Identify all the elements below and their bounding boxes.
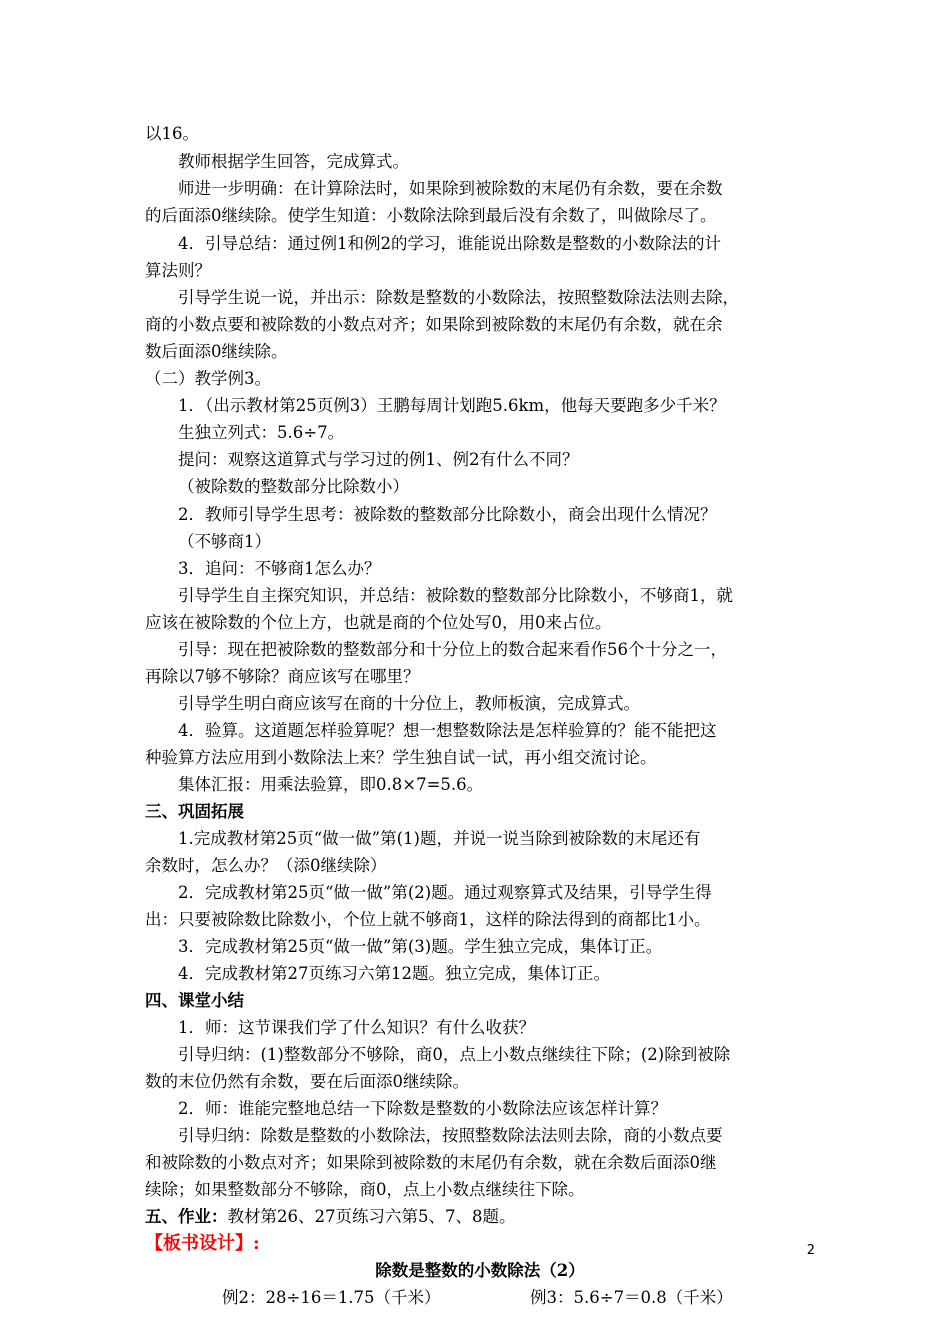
text-line: 出：只要被除数比除数小，个位上就不够商1，这样的除法得到的商都比1小。 xyxy=(145,910,711,929)
text-line: 教师根据学生回答，完成算式。 xyxy=(178,152,409,171)
text-line: 生独立列式：5.6÷7。 xyxy=(178,423,345,442)
text-line: 提问：观察这道算式与学习过的例1、例2有什么不同？ xyxy=(178,450,579,469)
text-line: 引导：现在把被除数的整数部分和十分位上的数合起来看作56个十分之一， xyxy=(178,640,727,659)
text-line: 师进一步明确：在计算除法时，如果除到被除数的末尾仍有余数，要在余数 xyxy=(178,179,723,198)
text-line: 4．验算。这道题怎样验算呢？想一想整数除法是怎样验算的？能不能把这 xyxy=(178,721,717,740)
text-line: 3．追问：不够商1怎么办？ xyxy=(178,559,381,578)
text-line: 1．师：这节课我们学了什么知识？有什么收获？ xyxy=(178,1018,535,1037)
text-line: 应该在被除数的个位上方，也就是商的个位处写0，用0来占位。 xyxy=(145,613,612,632)
text-line: 2．师：谁能完整地总结一下除数是整数的小数除法应该怎样计算？ xyxy=(178,1099,667,1118)
homework-label: 五、作业： xyxy=(145,1207,228,1226)
text-line: 1．（出示教材第25页例3）王鹏每周计划跑5.6km，他每天要跑多少千米？ xyxy=(178,396,726,415)
text-line: 商的小数点要和被除数的小数点对齐；如果除到被除数的末尾仍有余数，就在余 xyxy=(145,315,723,334)
text-line: 引导学生自主探究知识，并总结：被除数的整数部分比除数小，不够商1，就 xyxy=(178,586,733,605)
text-line: 引导学生明白商应该写在商的十分位上，教师板演，完成算式。 xyxy=(178,694,640,713)
board-design-heading: 【板书设计】: xyxy=(145,1233,260,1254)
text-line: 数后面添0继续除。 xyxy=(145,342,288,361)
homework-text: 教材第26、27页练习六第5、7、8题。 xyxy=(227,1207,516,1226)
text-line: 续除；如果整数部分不够除，商0，点上小数点继续往下除。 xyxy=(145,1180,585,1199)
text-line: 2．教师引导学生思考：被除数的整数部分比除数小，商会出现什么情况？ xyxy=(178,505,717,524)
text-line: 1.完成教材第25页“做一做”第(1)题，并说一说当除到被除数的末尾还有 xyxy=(178,829,701,848)
section-heading: （二）教学例3。 xyxy=(145,369,271,388)
text-line: 以16。 xyxy=(145,124,199,143)
example-3-equation: 例3：5.6÷7＝0.8（千米） xyxy=(530,1288,733,1307)
text-line: 3．完成教材第25页“做一做”第(3)题。学生独立完成，集体订正。 xyxy=(178,937,663,956)
section-heading: 三、巩固拓展 xyxy=(145,802,244,821)
text-line: 再除以7够不够除？商应该写在哪里？ xyxy=(145,667,420,686)
text-line: 种验算方法应用到小数除法上来？学生独自试一试，再小组交流讨论。 xyxy=(145,748,657,767)
text-line: 的后面添0继续除。使学生知道：小数除法除到最后没有余数了，叫做除尽了。 xyxy=(145,206,717,225)
text-line: 和被除数的小数点对齐；如果除到被除数的末尾仍有余数，就在余数后面添0继 xyxy=(145,1153,717,1172)
page-number: 2 xyxy=(806,1243,815,1258)
homework-line xyxy=(145,1203,815,1231)
text-line: 引导归纳：(1)整数部分不够除，商0，点上小数点继续往下除；(2)除到被除 xyxy=(178,1045,731,1064)
text-line: 4．引导总结：通过例1和例2的学习，谁能说出除数是整数的小数除法的计 xyxy=(178,234,721,253)
text-line: 引导学生说一说，并出示：除数是整数的小数除法，按照整数除法法则去除， xyxy=(178,288,739,307)
text-line: 2．完成教材第25页“做一做”第(2)题。通过观察算式及结果，引导学生得 xyxy=(178,883,712,902)
text-line: 引导归纳：除数是整数的小数除法，按照整数除法法则去除，商的小数点要 xyxy=(178,1126,723,1145)
text-line: 余数时，怎么办？（添0继续除） xyxy=(145,856,387,875)
text-line: 4．完成教材第27页练习六第12题。独立完成，集体订正。 xyxy=(178,964,610,983)
text-line: （不够商1） xyxy=(178,532,271,551)
text-line: （被除数的整数部分比除数小） xyxy=(178,477,409,496)
text-line: 算法则？ xyxy=(145,261,211,280)
board-design-title: 除数是整数的小数除法（2） xyxy=(375,1261,585,1280)
text-line: 数的末位仍然有余数，要在后面添0继续除。 xyxy=(145,1072,469,1091)
text-line: 集体汇报：用乘法验算，即0.8×7=5.6。 xyxy=(178,775,484,794)
section-heading: 四、课堂小结 xyxy=(145,991,244,1010)
example-2-equation: 例2：28÷16＝1.75（千米） xyxy=(222,1288,441,1307)
